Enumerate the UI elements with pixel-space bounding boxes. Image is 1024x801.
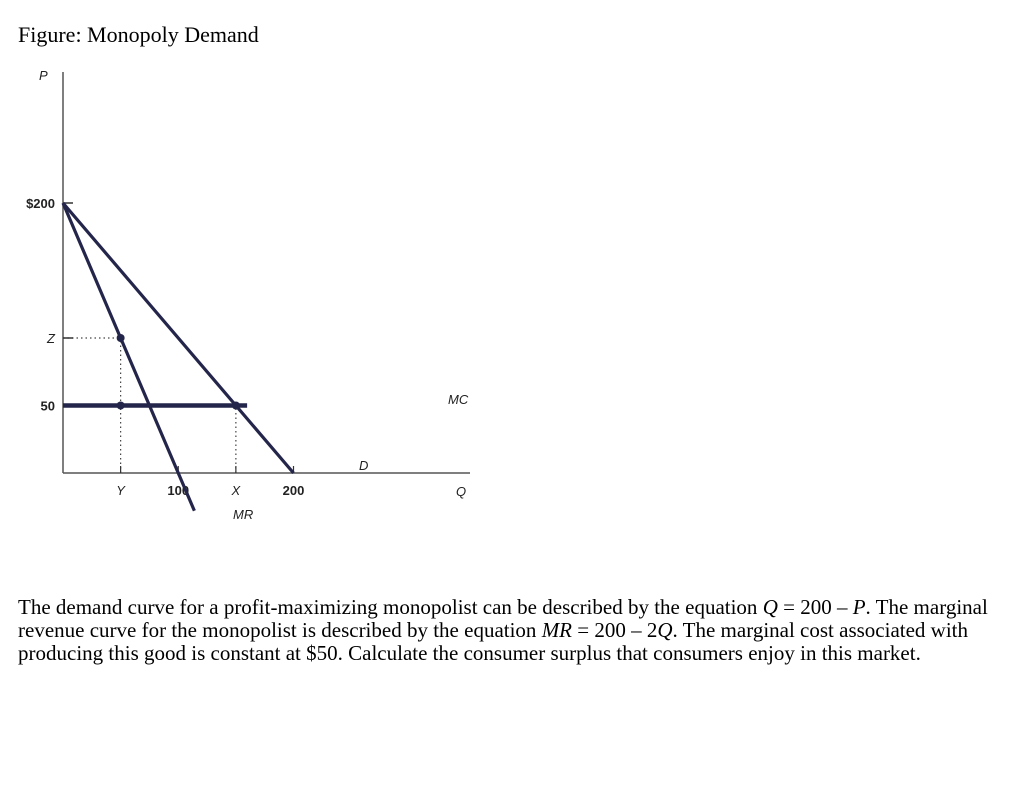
question-var-q: Q: [762, 595, 778, 619]
curve-d: [63, 203, 294, 473]
y-tick-label-2: 50: [40, 398, 55, 414]
d-label: D: [359, 458, 369, 473]
y-tick-label-0: $200: [26, 196, 55, 211]
x-tick-label-2: X: [231, 483, 241, 498]
question-part-3: . The marginal revenue curve for the monopolist is described by the equation: [18, 595, 988, 642]
x-tick-label-1: 100: [167, 483, 190, 498]
question-var-q2: Q: [657, 618, 673, 642]
question-text: [18, 596, 1008, 665]
y-axis-label: P: [39, 68, 48, 83]
curve-labels: [233, 392, 469, 522]
curve-mr: [63, 203, 194, 511]
equilibrium-point-0: [117, 334, 125, 342]
y-tick-label-1: Z: [47, 331, 55, 346]
question-part-1: The demand curve for a profit-maximizing monopolist can be described by the equation: [18, 595, 763, 619]
x-tick-label-3: 200: [282, 483, 305, 498]
monopoly-demand-chart: [0, 60, 520, 530]
question-part-5: . The marginal cost associated with producing this good is constant at $50. Calculate the consumer surplus that consumers enjoy in this market.: [18, 618, 969, 665]
figure-title: Figure: Monopoly Demand: [18, 22, 259, 47]
curves: [63, 203, 294, 511]
x-tick-label-0: Y: [116, 483, 125, 498]
ticks: [26, 196, 304, 498]
equilibrium-point-2: [232, 402, 240, 410]
axes: [39, 68, 470, 499]
mr-label: MR: [233, 507, 254, 522]
question-part-2: = 200 –: [777, 595, 853, 619]
question-part-4: = 200 – 2: [572, 618, 658, 642]
x-axis-label: Q: [456, 484, 467, 499]
question-var-p: P: [852, 595, 866, 619]
mc-label: MC: [448, 392, 469, 407]
question-var-mr: MR: [541, 618, 573, 642]
equilibrium-point-1: [117, 402, 125, 410]
